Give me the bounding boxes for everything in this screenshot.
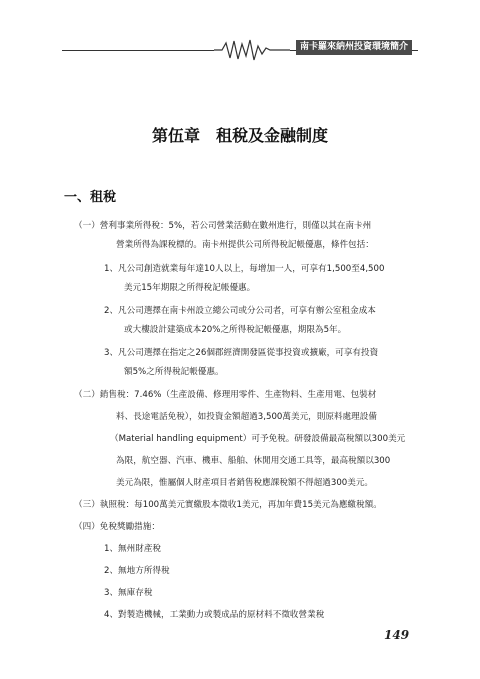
item-2-line-4: 為限，航空器、汽車、機車、船舶、休閒用交通工具等，最高稅額以300 bbox=[116, 456, 391, 466]
page-number: 149 bbox=[384, 628, 410, 642]
item-2-line-5: 美元為限，惟屬個人財產項目者銷售稅應課稅額不得超過300美元。 bbox=[116, 478, 374, 488]
item-1-line-1: （一）營利事業所得稅：5%，若公司營業活動在數州進行，則僅以其在南卡州 bbox=[74, 221, 372, 231]
item-4-sub-4: 4、對製造機械，工業動力或製成品的原材料不徵收營業稅 bbox=[104, 610, 325, 620]
item-1-sub-2-line-1: 2、凡公司選擇在南卡州設立總公司或分公司者，可享有辦公室租金成本 bbox=[104, 306, 376, 316]
item-2-line-2: 料、長途電話免稅），如投資金額超過3,500萬美元，則原料處理設備 bbox=[116, 412, 377, 422]
item-3-line-1: （三）執照稅：每100萬美元實繳股本徵收1美元，再加年費15美元為應繳稅額。 bbox=[74, 500, 382, 510]
item-1-sub-3-line-1: 3、凡公司選擇在指定之26個郡經濟開發區從事投資或擴廠，可享有投資 bbox=[104, 348, 379, 358]
item-4-line-1: （四）免稅獎勵措施： bbox=[74, 522, 160, 532]
item-1-sub-1-line-2: 美元15年期限之所得稅記帳優惠。 bbox=[124, 283, 256, 293]
item-4-sub-3: 3、無庫存稅 bbox=[104, 588, 153, 598]
section-title: 一、租稅 bbox=[64, 190, 117, 205]
item-1-sub-3-line-2: 額5%之所得稅記帳優惠。 bbox=[124, 367, 224, 377]
item-1-line-2: 營業所得為課稅標的。南卡州提供公司所得稅記帳優惠，條件包括： bbox=[116, 240, 374, 250]
item-2-line-3: （Material handling equipment）可予免稅。研發設備最高稅額以300美元 bbox=[110, 434, 406, 444]
header-title: 南卡羅來納州投資環境簡介 bbox=[296, 40, 412, 55]
item-1-sub-1-line-1: 1、凡公司創造就業每年達10人以上，每增加一人，可享有1,500至4,500 bbox=[104, 264, 385, 274]
heartbeat-line-icon bbox=[214, 38, 290, 62]
chapter-title: 第伍章 租稅及金融制度 bbox=[151, 126, 328, 145]
item-1-sub-2-line-2: 或大樓設計建築成本20%之所得稅記帳優惠，期限為5年。 bbox=[124, 325, 347, 335]
item-4-sub-1: 1、無州財產稅 bbox=[104, 544, 162, 554]
item-4-sub-2: 2、無地方所得稅 bbox=[104, 566, 170, 576]
item-2-line-1: （二）銷售稅：7.46%（生產設備、修理用零件、生產物料、生產用電、包裝材 bbox=[74, 390, 377, 400]
